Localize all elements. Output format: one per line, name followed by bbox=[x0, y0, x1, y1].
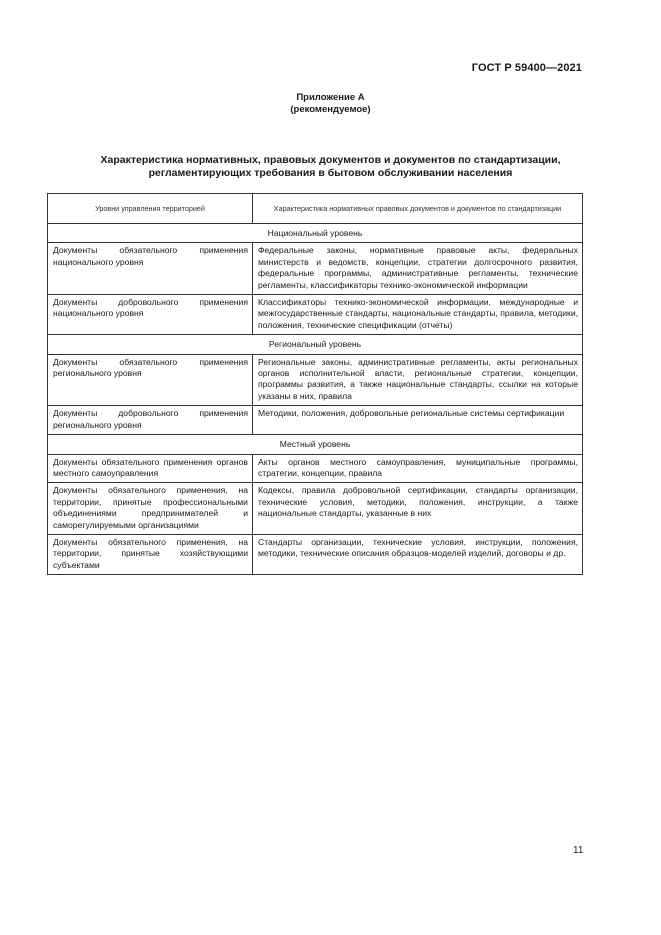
row-description-cell: Классификаторы технико-экономической информации, международные и межгосударственные стандарты, национальные стандарты, правила, методики, положения, технические спецификации (отчеты) bbox=[253, 295, 583, 335]
standard-code: ГОСТ Р 59400—2021 bbox=[471, 62, 582, 74]
level-row-local bbox=[48, 435, 583, 454]
row-description-cell: Федеральные законы, нормативные правовые акты, федеральных министерств и ведомств, концепции, стратегии долгосрочного развития, федеральные программы, административные регламенты, технические регламенты, классификаторы технико-экономической информации bbox=[253, 243, 583, 295]
level-row-regional bbox=[48, 335, 583, 354]
column-header-levels: Уровни управления территорией bbox=[48, 194, 253, 224]
level-label: Национальный уровень bbox=[48, 224, 583, 243]
table-row bbox=[48, 454, 583, 483]
column-header-characteristics: Характеристика нормативных правовых документов и документов по стандартизации bbox=[253, 194, 583, 224]
level-row-national bbox=[48, 224, 583, 243]
annex-heading bbox=[0, 92, 661, 116]
level-label: Местный уровень bbox=[48, 435, 583, 454]
title-line-1: Характеристика нормативных, правовых документов и документов по стандартизации, bbox=[100, 154, 561, 166]
document-title bbox=[48, 154, 613, 180]
row-level-cell: Документы обязательного применения, на территории, принятые профессиональными объединениями предпринимателей и саморегулируемыми организациями bbox=[48, 483, 253, 535]
row-level-cell: Документы обязательного применения органов местного самоуправления bbox=[48, 454, 253, 483]
level-label: Региональный уровень bbox=[48, 335, 583, 354]
title-line-2: регламентирующих требования в бытовом обслуживании населения bbox=[148, 167, 513, 179]
table-row bbox=[48, 534, 583, 574]
table-row bbox=[48, 243, 583, 295]
standards-table bbox=[47, 193, 583, 575]
row-description-cell: Стандарты организации, технические условия, инструкции, положения, методики, технические описания образцов-моделей изделий, договоры и др. bbox=[253, 534, 583, 574]
row-level-cell: Документы обязательного применения, на территории, принятые хозяйствующими субъектами bbox=[48, 534, 253, 574]
row-description-cell: Кодексы, правила добровольной сертификации, стандарты организации, технические условия, методики, положения, инструкции, а также национальные стандарты, указанные в них bbox=[253, 483, 583, 535]
annex-label: Приложение А bbox=[296, 92, 365, 103]
row-level-cell: Документы обязательного применения национального уровня bbox=[48, 243, 253, 295]
table-row bbox=[48, 354, 583, 406]
row-level-cell: Документы добровольного применения регионального уровня bbox=[48, 406, 253, 435]
row-description-cell: Методики, положения, добровольные региональные системы сертификации bbox=[253, 406, 583, 435]
annex-status: (рекомендуемое) bbox=[290, 104, 371, 115]
row-description-cell: Региональные законы, административные регламенты, акты региональных органов исполнительной власти, региональные стратегии, концепции, программы развития, а также национальные стандарты, ссылки на которые указаны в них, правила bbox=[253, 354, 583, 406]
row-level-cell: Документы обязательного применения регионального уровня bbox=[48, 354, 253, 406]
page-number: 11 bbox=[573, 845, 584, 856]
row-description-cell: Акты органов местного самоуправления, муниципальные программы, стратегии, концепции, правила bbox=[253, 454, 583, 483]
table-row bbox=[48, 483, 583, 535]
table-row bbox=[48, 295, 583, 335]
table-row bbox=[48, 406, 583, 435]
row-level-cell: Документы добровольного применения национального уровня bbox=[48, 295, 253, 335]
table-header-row bbox=[48, 194, 583, 224]
